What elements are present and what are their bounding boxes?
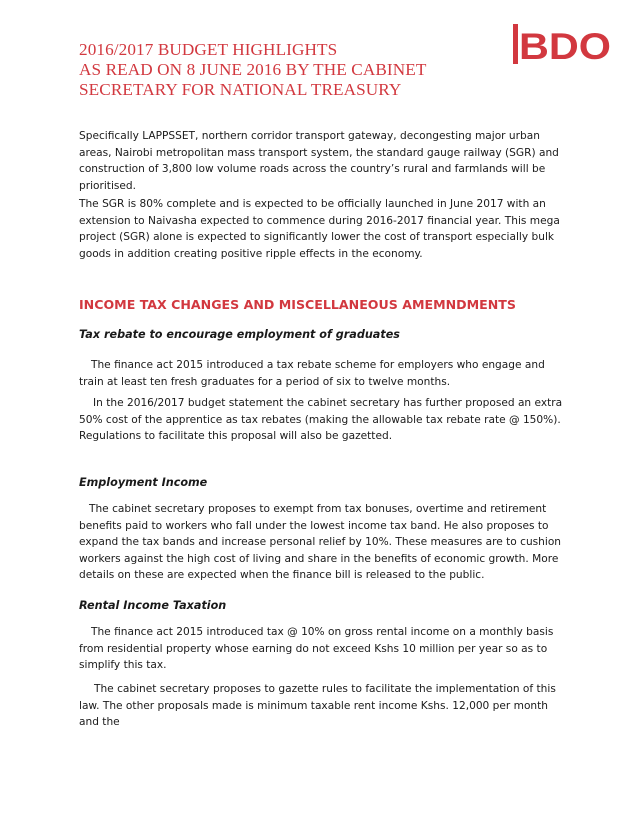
rental-income-paragraph-2: The cabinet secretary proposes to gazette rules to facilitate the implementation of this law. The other proposals made is minimum taxable rent income Kshs. 12,000 per month and the xyxy=(79,683,556,729)
rental-income-title: Rental Income Taxation xyxy=(79,599,227,612)
intro-paragraph-1: Specifically LAPPSSET, northern corridor transport gateway, decongesting major urban areas, Nairobi metropolitan mass transport system, the standard gauge railway (SGR) and construction of 3,800 low volume roads across the country’s rural and farmlands will be prioritised. xyxy=(79,130,559,192)
section-heading: INCOME TAX CHANGES AND MISCELLANEOUS AMEMNDMENTS xyxy=(79,297,516,312)
tax-rebate-title: Tax rebate to encourage employment of graduates xyxy=(79,328,400,341)
document-header-title xyxy=(79,40,499,100)
employment-income-paragraph: The cabinet secretary proposes to exempt from tax bonuses, overtime and retirement benefits paid to workers who fall under the lowest income tax band. He also proposes to expand the tax bands and increase personal relief by 10%. These measures are to cushion workers against the high cost of living and share in the benefits of economic growth. More details on these are expected when the finance bill is released to the public. xyxy=(79,503,562,582)
rental-income-paragraph-1: The finance act 2015 introduced tax @ 10% on gross rental income on a monthly basis from residential property whose earning do not exceed Kshs 10 million per year so as to simplify this tax. xyxy=(79,626,554,672)
logo-text: BDO xyxy=(519,26,611,67)
logo-bar xyxy=(513,24,518,64)
tax-rebate-paragraph-1: The finance act 2015 introduced a tax rebate scheme for employers who engage and train at least ten fresh graduates for a period of six to twelve months. xyxy=(79,359,545,388)
bdo-logo xyxy=(513,21,613,67)
header-title-line-2: AS READ ON 8 JUNE 2016 BY THE CABINET xyxy=(79,60,427,79)
header-title-line-3: SECRETARY FOR NATIONAL TREASURY xyxy=(79,80,402,99)
employment-income-title: Employment Income xyxy=(79,476,208,489)
intro-paragraph-2: The SGR is 80% complete and is expected to be officially launched in June 2017 with an extension to Naivasha expected to commence during 2016-2017 financial year. This mega project (SGR) alone is expected to significantly lower the cost of transport especially bulk goods in addition creating positive ripple effects in the economy. xyxy=(79,198,560,260)
tax-rebate-paragraph-2: In the 2016/2017 budget statement the cabinet secretary has further proposed an extra 50% cost of the apprentice as tax rebates (making the allowable tax rebate rate @ 150%). Regulations to facilitate this proposal will also be gazetted. xyxy=(79,397,563,443)
header-title-line-1: 2016/2017 BUDGET HIGHLIGHTS xyxy=(79,40,338,59)
